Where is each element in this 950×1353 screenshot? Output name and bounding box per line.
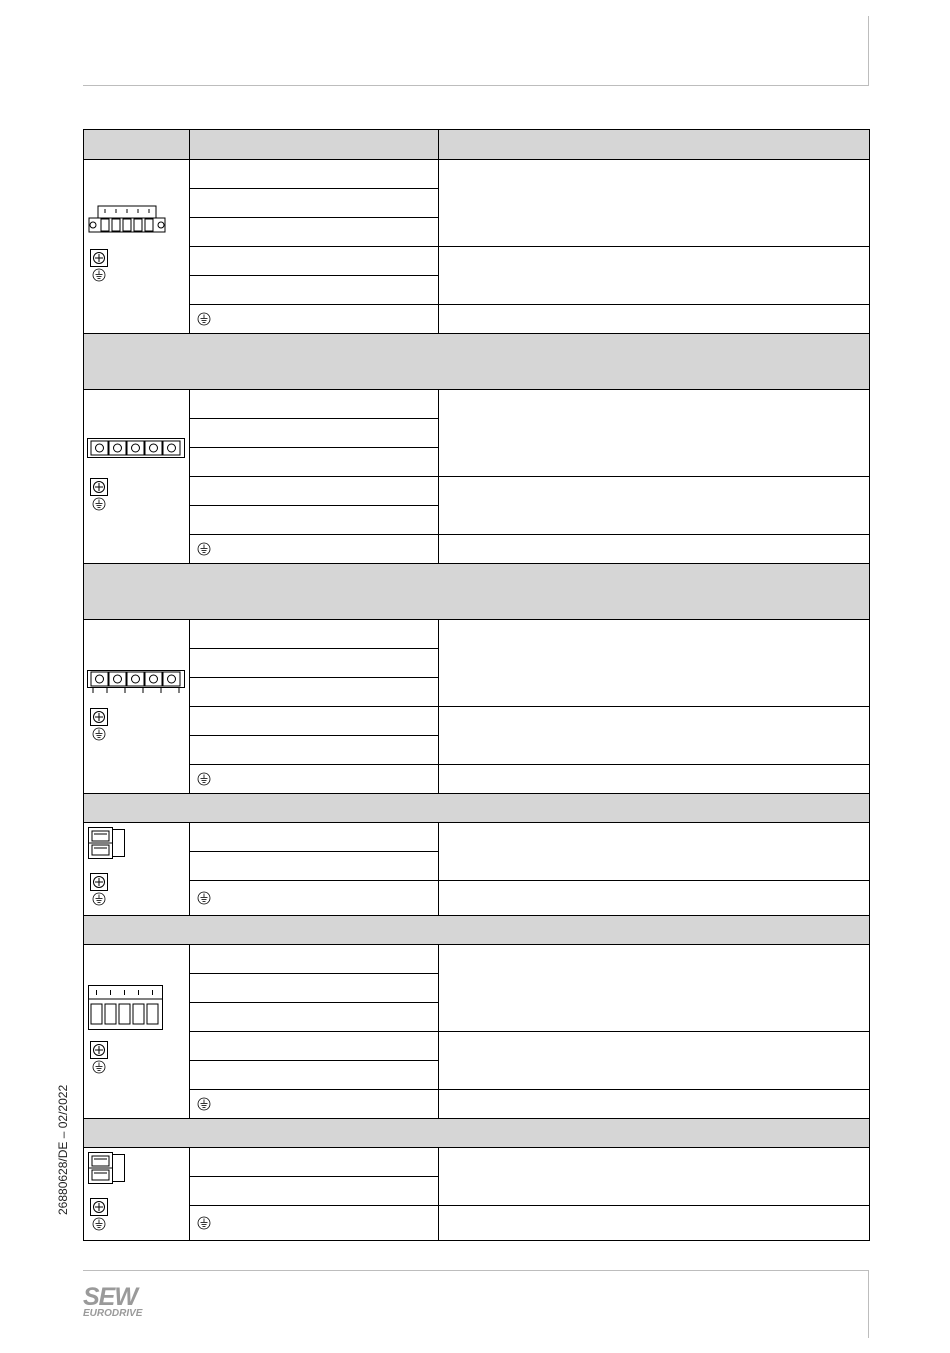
description-cell [439, 390, 870, 477]
table-row [84, 945, 870, 974]
description-cell [439, 1090, 870, 1119]
ground-terminal-cell [190, 1090, 439, 1119]
section-header-cell [84, 564, 870, 620]
screw-icon [90, 1041, 108, 1059]
header-cell-terminal [190, 130, 439, 160]
screw-icon [90, 249, 108, 267]
table-row [84, 620, 870, 649]
connector-image-cell [84, 945, 190, 1119]
section-header-row [84, 564, 870, 620]
table-row [84, 765, 870, 794]
description-cell [439, 945, 870, 1032]
terminal-cell [190, 1003, 439, 1032]
terminal-cell [190, 419, 439, 448]
logo-brand: SEW [83, 1283, 137, 1311]
ground-icon [197, 772, 211, 786]
ground-icon [92, 892, 106, 906]
ground-terminal-cell [190, 765, 439, 794]
terminal-cell [190, 390, 439, 419]
connector-image-cell [84, 390, 190, 564]
terminal-cell [190, 823, 439, 852]
section-header-row [84, 794, 870, 823]
table-row [84, 160, 870, 189]
connector-image-cell [84, 823, 190, 916]
table-row [84, 707, 870, 736]
ground-icon [92, 727, 106, 741]
connector-image-cell [84, 1148, 190, 1241]
terminal-cell [190, 218, 439, 247]
screw-terminal-block-icon [87, 438, 185, 458]
description-cell [439, 247, 870, 305]
description-cell [439, 823, 870, 881]
table-row [84, 477, 870, 506]
table-row [84, 1206, 870, 1241]
terminal-cell [190, 649, 439, 678]
section-header-row [84, 334, 870, 390]
header-cell-image [84, 130, 190, 160]
description-cell [439, 765, 870, 794]
footer-vertical-rule [868, 1271, 869, 1338]
terminal-cell [190, 852, 439, 881]
terminal-cell [190, 1061, 439, 1090]
section-header-cell [84, 1119, 870, 1148]
ground-terminal-cell [190, 305, 439, 334]
sew-eurodrive-logo [83, 1285, 155, 1319]
terminal-cell [190, 506, 439, 535]
section-header-row [84, 1119, 870, 1148]
terminal-cell [190, 974, 439, 1003]
description-cell [439, 707, 870, 765]
ground-icon [197, 312, 211, 326]
description-cell [439, 1032, 870, 1090]
ground-icon [197, 542, 211, 556]
connector-image-cell [84, 620, 190, 794]
ground-terminal-cell [190, 535, 439, 564]
ground-icon [197, 1097, 211, 1111]
terminal-cell [190, 477, 439, 506]
ground-icon [92, 268, 106, 282]
ground-icon [197, 891, 211, 905]
table-row [84, 305, 870, 334]
table-row [84, 1032, 870, 1061]
description-cell [439, 535, 870, 564]
table-row [84, 247, 870, 276]
ground-icon [92, 1217, 106, 1231]
terminal-cell [190, 707, 439, 736]
footer-rule [83, 1270, 869, 1271]
section-header-cell [84, 334, 870, 390]
terminal-table [83, 129, 870, 1241]
terminal-cell [190, 1177, 439, 1206]
spring-terminal-2pole-icon [88, 827, 128, 859]
terminal-cell [190, 945, 439, 974]
description-cell [439, 160, 870, 247]
description-cell [439, 305, 870, 334]
table-row [84, 881, 870, 916]
section-header-cell [84, 916, 870, 945]
screw-terminal-block-feet-icon [87, 670, 185, 694]
table-row [84, 823, 870, 852]
terminal-cell [190, 448, 439, 477]
logo-sub: EURODRIVE [83, 1308, 143, 1319]
table-row [84, 1090, 870, 1119]
description-cell [439, 477, 870, 535]
terminal-cell [190, 1032, 439, 1061]
document-id: 26880628/DE – 02/2022 [56, 1084, 70, 1215]
terminal-cell [190, 678, 439, 707]
ground-terminal-cell [190, 1206, 439, 1241]
plug-connector-icon [88, 204, 166, 238]
screw-icon [90, 478, 108, 496]
section-header-cell [84, 794, 870, 823]
table-row [84, 390, 870, 419]
terminal-cell [190, 736, 439, 765]
spring-terminal-5pole-icon [88, 985, 164, 1031]
ground-icon [92, 497, 106, 511]
ground-icon [197, 1216, 211, 1230]
terminal-cell [190, 620, 439, 649]
screw-icon [90, 1198, 108, 1216]
description-cell [439, 881, 870, 916]
description-cell [439, 620, 870, 707]
header-rule [83, 85, 869, 86]
description-cell [439, 1206, 870, 1241]
ground-terminal-cell [190, 881, 439, 916]
terminal-cell [190, 1148, 439, 1177]
ground-icon [92, 1060, 106, 1074]
header-vertical-rule [868, 16, 869, 85]
table-row [84, 1148, 870, 1177]
header-cell-description [439, 130, 870, 160]
table-row [84, 535, 870, 564]
screw-icon [90, 873, 108, 891]
screw-icon [90, 708, 108, 726]
section-header-row [84, 916, 870, 945]
terminal-cell [190, 247, 439, 276]
connector-image-cell [84, 160, 190, 334]
terminal-cell [190, 276, 439, 305]
terminal-cell [190, 189, 439, 218]
spring-terminal-2pole-icon [88, 1152, 128, 1184]
table-header-row [84, 130, 870, 160]
description-cell [439, 1148, 870, 1206]
terminal-cell [190, 160, 439, 189]
